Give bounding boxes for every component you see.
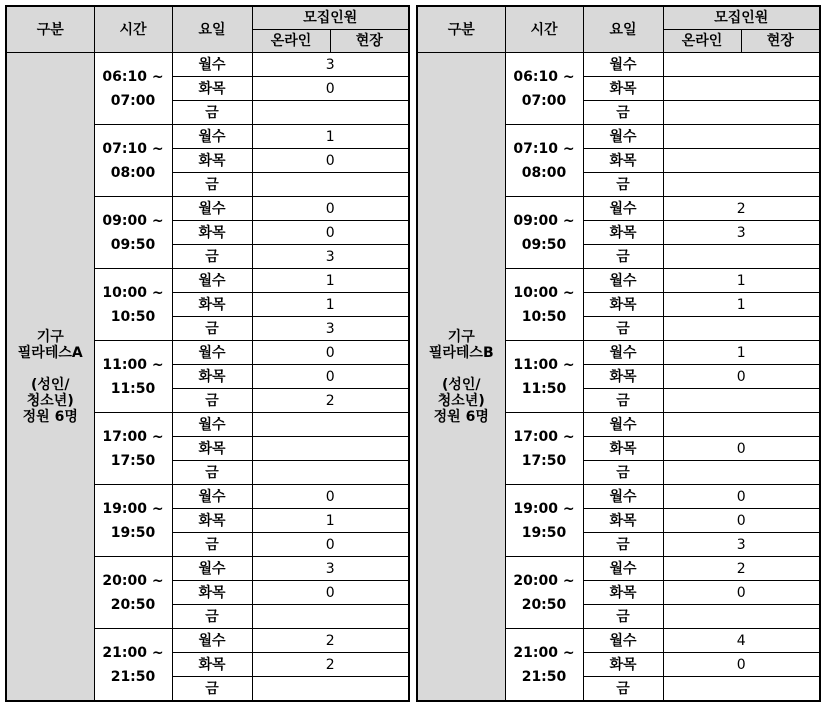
- header-recruit: 모집인원: [663, 6, 820, 30]
- time-end: 07:00: [110, 92, 156, 109]
- day-cell: 월수: [172, 341, 252, 365]
- recruit-count: [252, 461, 409, 485]
- day-cell: 월수: [583, 53, 663, 77]
- recruit-count: 1: [252, 269, 409, 293]
- day-cell: 금: [583, 389, 663, 413]
- category-line: [418, 361, 505, 377]
- time-cell: [505, 413, 583, 485]
- day-cell: 금: [172, 101, 252, 125]
- recruit-count: 0: [663, 365, 820, 389]
- time-end: 11:50: [110, 380, 156, 397]
- time-start: 10:00 ~: [102, 284, 164, 301]
- recruit-count: 1: [663, 293, 820, 317]
- time-cell: [94, 125, 172, 197]
- recruit-count: 0: [252, 485, 409, 509]
- day-cell: 금: [583, 317, 663, 341]
- time-start: 11:00 ~: [102, 356, 164, 373]
- recruit-count: [252, 677, 409, 702]
- time-start: 17:00 ~: [513, 428, 575, 445]
- recruit-count: [663, 149, 820, 173]
- time-end: 10:50: [110, 308, 156, 325]
- recruit-count: 0: [663, 437, 820, 461]
- table-body: [417, 6, 820, 701]
- category-line: 청소년): [26, 392, 74, 409]
- time-end: 08:00: [521, 164, 567, 181]
- time-cell: [94, 197, 172, 269]
- day-cell: 금: [583, 101, 663, 125]
- time-end: 21:50: [521, 668, 567, 685]
- recruit-count: 3: [663, 221, 820, 245]
- time-start: 06:10 ~: [102, 68, 164, 85]
- time-end: 20:50: [110, 596, 156, 613]
- recruit-count: 1: [252, 293, 409, 317]
- table-row: [417, 53, 820, 77]
- header-time: 시간: [505, 6, 583, 53]
- time-cell: [505, 53, 583, 125]
- recruit-count: 3: [663, 533, 820, 557]
- recruit-count: [663, 101, 820, 125]
- recruit-count: [663, 245, 820, 269]
- time-end: 11:50: [521, 380, 567, 397]
- time-cell: [94, 557, 172, 629]
- time-start: 07:10 ~: [513, 140, 575, 157]
- day-cell: 월수: [172, 629, 252, 653]
- recruit-count: [663, 605, 820, 629]
- time-start: 06:10 ~: [513, 68, 575, 85]
- time-cell: [505, 341, 583, 413]
- header-online: 온라인: [663, 30, 741, 53]
- recruit-count: [252, 173, 409, 197]
- header-gubun: 구분: [6, 6, 94, 53]
- time-start: 19:00 ~: [513, 500, 575, 517]
- time-cell: [505, 197, 583, 269]
- category-line: (성인/: [30, 376, 70, 393]
- day-cell: 금: [583, 461, 663, 485]
- time-cell: [505, 269, 583, 341]
- day-cell: 월수: [583, 197, 663, 221]
- recruit-count: 1: [663, 269, 820, 293]
- day-cell: 월수: [583, 413, 663, 437]
- day-cell: 월수: [172, 125, 252, 149]
- time-start: 11:00 ~: [513, 356, 575, 373]
- day-cell: 금: [172, 173, 252, 197]
- day-cell: 화목: [172, 365, 252, 389]
- header-gubun: 구분: [417, 6, 505, 53]
- category-line: 필라테스B: [428, 344, 494, 361]
- time-end: 08:00: [110, 164, 156, 181]
- recruit-count: 0: [252, 533, 409, 557]
- day-cell: 화목: [583, 77, 663, 101]
- time-start: 09:00 ~: [513, 212, 575, 229]
- day-cell: 월수: [172, 269, 252, 293]
- time-cell: [94, 269, 172, 341]
- recruit-count: [663, 461, 820, 485]
- day-cell: 월수: [172, 485, 252, 509]
- day-cell: 화목: [172, 437, 252, 461]
- time-cell: [94, 53, 172, 125]
- recruit-count: [663, 317, 820, 341]
- time-start: 20:00 ~: [102, 572, 164, 589]
- time-end: 17:50: [521, 452, 567, 469]
- category-line: [7, 361, 94, 377]
- day-cell: 월수: [172, 197, 252, 221]
- day-cell: 금: [172, 605, 252, 629]
- header-onsite: 현장: [330, 30, 409, 53]
- schedule-table-b: [416, 5, 821, 702]
- time-end: 20:50: [521, 596, 567, 613]
- time-start: 21:00 ~: [513, 644, 575, 661]
- day-cell: 월수: [583, 485, 663, 509]
- recruit-count: 0: [663, 485, 820, 509]
- time-end: 09:50: [110, 236, 156, 253]
- day-cell: 화목: [583, 653, 663, 677]
- recruit-count: [663, 125, 820, 149]
- category-line: 기구: [447, 328, 475, 345]
- time-start: 10:00 ~: [513, 284, 575, 301]
- time-end: 09:50: [521, 236, 567, 253]
- category-line: 정원 6명: [22, 408, 78, 425]
- category-line: (성인/: [441, 376, 481, 393]
- category-line: 청소년): [437, 392, 485, 409]
- recruit-count: [663, 173, 820, 197]
- recruit-count: 0: [252, 149, 409, 173]
- recruit-count: 0: [252, 77, 409, 101]
- recruit-count: 1: [252, 509, 409, 533]
- day-cell: 화목: [583, 581, 663, 605]
- recruit-count: 1: [663, 341, 820, 365]
- time-start: 07:10 ~: [102, 140, 164, 157]
- day-cell: 월수: [172, 53, 252, 77]
- recruit-count: [663, 413, 820, 437]
- time-cell: [505, 557, 583, 629]
- schedule-table-a: [5, 5, 410, 702]
- day-cell: 화목: [172, 581, 252, 605]
- day-cell: 화목: [583, 365, 663, 389]
- recruit-count: [663, 77, 820, 101]
- time-end: 07:00: [521, 92, 567, 109]
- day-cell: 화목: [583, 437, 663, 461]
- recruit-count: [252, 437, 409, 461]
- day-cell: 화목: [172, 293, 252, 317]
- recruit-count: [663, 53, 820, 77]
- category-cell: [417, 53, 505, 702]
- recruit-count: 0: [663, 509, 820, 533]
- day-cell: 화목: [172, 221, 252, 245]
- recruit-count: 2: [252, 629, 409, 653]
- day-cell: 화목: [172, 509, 252, 533]
- day-cell: 월수: [172, 557, 252, 581]
- recruit-count: 1: [252, 125, 409, 149]
- day-cell: 금: [172, 317, 252, 341]
- category-line: 정원 6명: [433, 408, 489, 425]
- recruit-count: 0: [252, 365, 409, 389]
- recruit-count: [663, 389, 820, 413]
- time-start: 21:00 ~: [102, 644, 164, 661]
- time-cell: [94, 629, 172, 702]
- day-cell: 화목: [583, 293, 663, 317]
- time-cell: [94, 413, 172, 485]
- recruit-count: 2: [252, 653, 409, 677]
- time-start: 17:00 ~: [102, 428, 164, 445]
- day-cell: 금: [172, 533, 252, 557]
- recruit-count: 0: [252, 581, 409, 605]
- time-cell: [505, 485, 583, 557]
- category-line: 필라테스A: [17, 344, 83, 361]
- time-end: 17:50: [110, 452, 156, 469]
- day-cell: 금: [583, 605, 663, 629]
- header-time: 시간: [94, 6, 172, 53]
- recruit-count: [252, 413, 409, 437]
- day-cell: 금: [583, 245, 663, 269]
- day-cell: 금: [583, 533, 663, 557]
- table-body: [6, 6, 409, 701]
- time-cell: [94, 341, 172, 413]
- day-cell: 화목: [172, 653, 252, 677]
- recruit-count: [252, 605, 409, 629]
- day-cell: 화목: [583, 149, 663, 173]
- recruit-count: [252, 101, 409, 125]
- recruit-count: 4: [663, 629, 820, 653]
- header-day: 요일: [172, 6, 252, 53]
- header-day: 요일: [583, 6, 663, 53]
- day-cell: 금: [172, 677, 252, 702]
- day-cell: 월수: [583, 629, 663, 653]
- day-cell: 월수: [172, 413, 252, 437]
- day-cell: 월수: [583, 557, 663, 581]
- recruit-count: 0: [252, 197, 409, 221]
- header-recruit: 모집인원: [252, 6, 409, 30]
- day-cell: 금: [583, 677, 663, 702]
- day-cell: 금: [172, 461, 252, 485]
- day-cell: 화목: [172, 149, 252, 173]
- day-cell: 금: [583, 173, 663, 197]
- time-start: 19:00 ~: [102, 500, 164, 517]
- day-cell: 월수: [583, 341, 663, 365]
- recruit-count: 0: [252, 341, 409, 365]
- time-cell: [94, 485, 172, 557]
- recruit-count: 0: [663, 653, 820, 677]
- day-cell: 월수: [583, 269, 663, 293]
- time-start: 20:00 ~: [513, 572, 575, 589]
- time-end: 19:50: [521, 524, 567, 541]
- header-online: 온라인: [252, 30, 330, 53]
- time-cell: [505, 125, 583, 197]
- day-cell: 화목: [172, 77, 252, 101]
- recruit-count: 3: [252, 317, 409, 341]
- recruit-count: 2: [663, 197, 820, 221]
- recruit-count: 2: [252, 389, 409, 413]
- recruit-count: 3: [252, 245, 409, 269]
- day-cell: 화목: [583, 509, 663, 533]
- time-end: 10:50: [521, 308, 567, 325]
- recruit-count: [663, 677, 820, 702]
- header-onsite: 현장: [741, 30, 820, 53]
- recruit-count: 3: [252, 557, 409, 581]
- day-cell: 금: [172, 245, 252, 269]
- time-start: 09:00 ~: [102, 212, 164, 229]
- category-cell: [6, 53, 94, 702]
- day-cell: 화목: [583, 221, 663, 245]
- recruit-count: 0: [663, 581, 820, 605]
- time-end: 21:50: [110, 668, 156, 685]
- time-end: 19:50: [110, 524, 156, 541]
- recruit-count: 2: [663, 557, 820, 581]
- time-cell: [505, 629, 583, 702]
- recruit-count: 3: [252, 53, 409, 77]
- recruit-count: 0: [252, 221, 409, 245]
- category-line: 기구: [36, 328, 64, 345]
- table-row: [6, 53, 409, 77]
- day-cell: 월수: [583, 125, 663, 149]
- day-cell: 금: [172, 389, 252, 413]
